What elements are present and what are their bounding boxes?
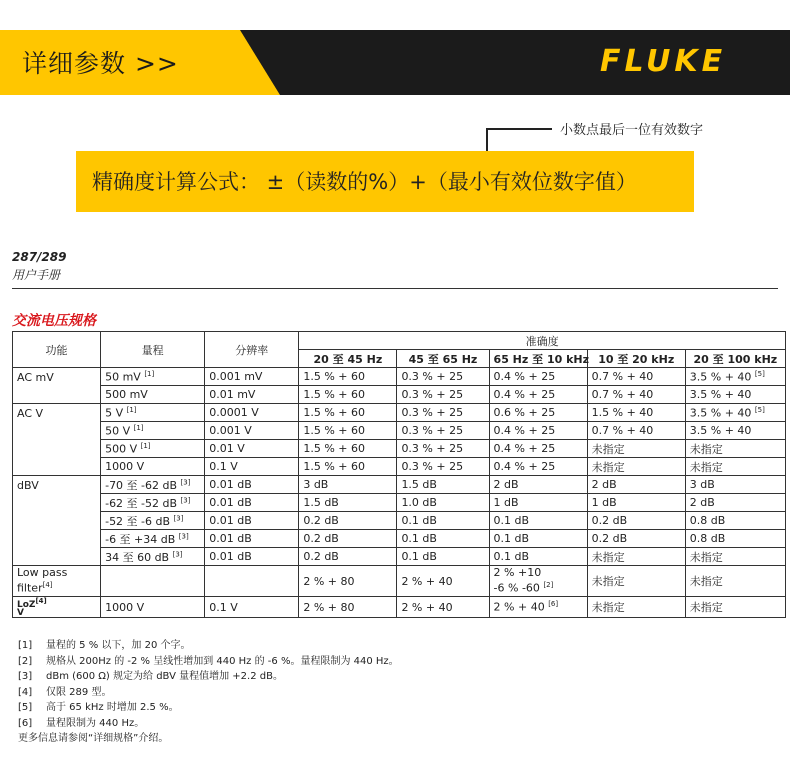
table-row [13,530,786,548]
accuracy-value: 1 dB [493,496,519,509]
cell-accuracy-2 [397,458,489,476]
loz-c3: 2 % + 40 [493,600,545,614]
divider [12,288,778,289]
cell-accuracy-4 [587,368,685,386]
page-title: 详细参数 >> [22,49,179,78]
cell-resolution: 0.01 dB [205,476,299,494]
table-row [13,476,786,494]
cell-accuracy-2 [397,494,489,512]
accuracy-value: 未指定 [689,460,723,474]
cell-accuracy-4: 未指定 [587,566,685,597]
accuracy-value: 3.5 % + 40 [689,406,752,420]
range-value: -62 至 -52 dB [105,496,178,510]
cell-accuracy-1 [299,476,397,494]
cell-accuracy-5 [685,512,785,530]
cell-accuracy-2 [397,530,489,548]
range-value: 500 V [105,442,138,456]
range-value: -52 至 -6 dB [105,514,171,528]
cell-accuracy-5 [685,476,785,494]
accuracy-value: 1 dB [591,496,617,509]
cell-accuracy-1 [299,386,397,404]
cell-accuracy-3 [489,458,587,476]
cell-accuracy-1: 2 % + 80 [299,597,397,618]
accuracy-value: 0.1 dB [401,514,437,527]
footnote-ref: [3] [172,549,183,558]
accuracy-value: 1.5 % + 60 [303,424,365,437]
cell-accuracy-5 [685,494,785,512]
cell-resolution: 0.01 mV [205,386,299,404]
range-value: 50 V [105,424,131,438]
cell-accuracy-5: 未指定 [685,597,785,618]
cell-accuracy-4 [587,494,685,512]
footnote-text: 高于 65 kHz 时增加 2.5 %。 [46,702,179,713]
header-accuracy: 准确度 [299,332,786,350]
header-freq-2: 45 至 65 Hz [397,350,489,368]
footnote-number: [2] [18,655,33,667]
accuracy-value: 0.4 % + 25 [493,460,556,473]
footnotes [18,638,399,747]
footnote-ref: [1] [140,441,151,450]
cell-accuracy-3 [489,494,587,512]
accuracy-value: 0.2 dB [591,532,628,545]
footnote-item [18,700,399,716]
cell-accuracy-2 [397,422,489,440]
cell-resolution: 0.001 mV [205,368,299,386]
lowpass-c3-line1: 2 % +10 [493,566,542,580]
ac-voltage-spec-table [12,331,786,618]
cell-accuracy-4 [587,476,685,494]
accuracy-value: 2 dB [689,496,715,509]
accuracy-value: 0.1 dB [493,532,530,545]
accuracy-value: 1.5 % + 60 [303,406,365,419]
footnote-number: [4] [18,686,33,698]
cell-resolution: 0.01 V [205,440,299,458]
cell-accuracy-1 [299,440,397,458]
cell-accuracy-1 [299,494,397,512]
cell-accuracy-4 [587,530,685,548]
table-row [13,494,786,512]
brand-name: FLUKE [600,44,727,79]
lowpass-c3-line2: -6 % -60 [493,581,540,595]
table-row [13,512,786,530]
cell-range: 1000 V [101,597,205,618]
accuracy-value: 0.4 % + 25 [493,388,556,401]
accuracy-value: 1.5 % + 60 [303,460,365,473]
accuracy-value: 0.2 dB [303,550,339,563]
table-row [13,386,786,404]
cell-range [101,368,205,386]
cell-accuracy-5 [685,458,785,476]
footnote-number: [3] [18,671,33,682]
accuracy-value: 未指定 [689,442,723,456]
cell-accuracy-3 [489,422,587,440]
cell-accuracy-3 [489,440,587,458]
cell-accuracy-5 [685,548,785,566]
fluke-logo [600,44,726,80]
footnote-item [18,685,399,701]
header-resolution: 分辨率 [205,332,299,368]
cell-range [101,566,205,597]
cell-accuracy-2 [397,476,489,494]
cell-resolution: 0.001 V [205,422,299,440]
table-row [13,404,786,422]
cell-accuracy-2: 2 % + 40 [397,566,489,597]
accuracy-value: 0.3 % + 25 [401,442,464,455]
accuracy-formula: 精确度计算公式： ±（读数的%）+（最小有效位数字值） [92,170,637,194]
cell-accuracy-1 [299,422,397,440]
manual-subtitle: 用户手册 [12,268,61,282]
footnote-ref: [1] [126,405,137,414]
accuracy-value: 0.3 % + 25 [401,424,464,437]
cell-accuracy-1 [299,458,397,476]
accuracy-value: 0.3 % + 25 [401,388,464,401]
cell-accuracy-2 [397,368,489,386]
accuracy-value: 0.7 % + 40 [591,388,654,401]
table-row [13,440,786,458]
page-header [0,30,790,95]
table-row [13,368,786,386]
cell-resolution: 0.0001 V [205,404,299,422]
footnote-text: 量程限制为 440 Hz。 [46,717,145,729]
footnote-item [18,638,399,654]
footnote-ref: [5] [754,369,765,378]
cell-accuracy-3 [489,548,587,566]
cell-accuracy-3 [489,566,587,597]
cell-accuracy-5: 未指定 [685,566,785,597]
cell-range [101,494,205,512]
footnote-number: [6] [18,717,33,729]
accuracy-value: 3 dB [689,478,715,491]
accuracy-value: 0.1 dB [493,550,530,563]
cell-function: dBV [13,476,101,566]
table-row [13,458,786,476]
lowpass-label-line1: Low pass [17,566,68,580]
cell-accuracy-5 [685,404,785,422]
range-value: 1000 V [105,460,145,473]
cell-accuracy-3 [489,476,587,494]
footnote-text: dBm (600 Ω) 规定为给 dBV 量程值增加 +2.2 dB。 [46,671,283,682]
cell-accuracy-5 [685,530,785,548]
accuracy-value: 2 dB [591,478,617,491]
section-title: 交流电压规格 [12,313,96,329]
range-value: -6 至 +34 dB [105,532,176,546]
header-freq-1: 20 至 45 Hz [299,350,397,368]
header-freq-5: 20 至 100 kHz [685,350,785,368]
accuracy-value: 1.5 % + 60 [303,370,365,383]
footnote-text: 仅限 289 型。 [46,686,112,698]
header-range: 量程 [101,332,205,368]
accuracy-value: 3.5 % + 40 [689,370,752,384]
cell-range [101,386,205,404]
lowpass-label-line2: filter [17,581,43,595]
cell-range [101,548,205,566]
cell-accuracy-4 [587,422,685,440]
accuracy-value: 未指定 [591,550,625,564]
cell-accuracy-3 [489,368,587,386]
callout-line [486,128,552,130]
table-row [13,548,786,566]
accuracy-value: 3 dB [303,478,329,491]
footnote-item [18,669,399,685]
footnote-ref: [2] [543,581,554,590]
cell-accuracy-1 [299,548,397,566]
header-freq-3: 65 Hz 至 10 kHz [489,350,587,368]
table-row [13,422,786,440]
cell-accuracy-4 [587,458,685,476]
cell-function [13,597,101,618]
table-row-lowpass [13,566,786,597]
cell-function: AC mV [13,368,101,404]
accuracy-value: 2 dB [493,478,519,491]
accuracy-value: 1.5 % + 60 [303,442,365,455]
accuracy-value: 1.5 % + 40 [591,406,654,419]
footnote-item [18,716,399,732]
loz-label: LoZ [17,600,36,610]
cell-accuracy-1: 2 % + 80 [299,566,397,597]
cell-range [101,512,205,530]
cell-accuracy-3 [489,404,587,422]
accuracy-value: 0.3 % + 25 [401,370,464,383]
cell-accuracy-3 [489,386,587,404]
cell-resolution: 0.01 dB [205,548,299,566]
cell-accuracy-2 [397,440,489,458]
footnote-number: [1] [18,640,33,651]
range-value: 5 V [105,406,124,420]
accuracy-value: 0.4 % + 25 [493,424,556,437]
cell-range [101,404,205,422]
footnote-text: 量程的 5 % 以下，加 20 个字。 [46,640,191,651]
accuracy-value: 未指定 [689,550,723,564]
cell-function [13,566,101,597]
footnote-text: 规格从 200Hz 的 -2 % 呈线性增加到 440 Hz 的 -6 %。量程限制为 440 Hz。 [46,655,399,667]
accuracy-value: 1.5 % + 60 [303,388,365,401]
footnote-ref: [1] [133,423,144,432]
accuracy-value: 0.6 % + 25 [493,406,556,419]
cell-accuracy-5 [685,422,785,440]
footnote-item [18,654,399,670]
cell-accuracy-3 [489,597,587,618]
model-number: 287/289 [12,250,67,264]
accuracy-value: 0.7 % + 40 [591,424,654,437]
cell-accuracy-4 [587,512,685,530]
cell-accuracy-5 [685,440,785,458]
accuracy-value: 未指定 [591,460,625,474]
accuracy-value: 0.8 dB [689,514,726,527]
footnote-ref: [6] [548,600,559,609]
cell-range [101,476,205,494]
cell-resolution: 0.01 dB [205,530,299,548]
cell-range [101,440,205,458]
cell-accuracy-2 [397,512,489,530]
footnote-ref: [5] [754,405,765,414]
accuracy-value: 0.4 % + 25 [493,442,556,455]
accuracy-value: 0.8 dB [689,532,726,545]
table-row-loz [13,597,786,618]
footnote-ref: [1] [144,369,155,378]
footnote-ref: [3] [178,531,189,540]
range-value: -70 至 -62 dB [105,478,178,492]
table-body [13,368,786,618]
accuracy-value: 1.0 dB [401,496,437,509]
cell-accuracy-5 [685,368,785,386]
cell-accuracy-4 [587,548,685,566]
accuracy-value: 1.5 dB [303,496,339,509]
loz-v-label: V [17,608,24,618]
cell-range [101,422,205,440]
header-function: 功能 [13,332,101,368]
cell-resolution: 0.1 V [205,458,299,476]
footnote-ref: [4] [42,581,53,590]
accuracy-value: 0.2 dB [591,514,628,527]
accuracy-value: 0.1 dB [493,514,530,527]
cell-accuracy-4: 未指定 [587,597,685,618]
range-value: 500 mV [105,388,148,401]
callout-label: 小数点最后一位有效数字 [560,123,704,138]
range-value: 50 mV [105,370,141,384]
accuracy-value: 0.1 dB [401,532,437,545]
accuracy-value: 0.3 % + 25 [401,460,464,473]
cell-accuracy-3 [489,530,587,548]
footnote-ref: [4] [35,597,47,605]
cell-accuracy-4 [587,440,685,458]
cell-accuracy-3 [489,512,587,530]
cell-accuracy-1 [299,404,397,422]
cell-accuracy-4 [587,404,685,422]
cell-accuracy-5 [685,386,785,404]
cell-accuracy-2 [397,404,489,422]
cell-resolution [205,566,299,597]
cell-range [101,530,205,548]
range-value: 34 至 60 dB [105,550,170,564]
footnote-ref: [3] [180,495,191,504]
cell-resolution: 0.01 dB [205,494,299,512]
header-freq-4: 10 至 20 kHz [587,350,685,368]
cell-accuracy-4 [587,386,685,404]
accuracy-value: 0.2 dB [303,532,339,545]
cell-resolution: 0.01 dB [205,512,299,530]
cell-resolution: 0.1 V [205,597,299,618]
accuracy-value: 0.4 % + 25 [493,370,556,383]
formula-box [76,151,694,212]
accuracy-value: 3.5 % + 40 [689,388,752,401]
accuracy-value: 3.5 % + 40 [689,424,752,437]
cell-accuracy-2 [397,548,489,566]
footnote-number: [5] [18,702,33,713]
cell-range [101,458,205,476]
footnote-ref: [3] [173,513,184,522]
accuracy-value: 未指定 [591,442,625,456]
cell-accuracy-1 [299,512,397,530]
cell-function: AC V [13,404,101,476]
footnote-ref: [3] [180,477,191,486]
cell-accuracy-2: 2 % + 40 [397,597,489,618]
accuracy-value: 0.3 % + 25 [401,406,464,419]
footer-note: 更多信息请参阅“详细规格”介绍。 [18,733,169,744]
cell-accuracy-1 [299,530,397,548]
accuracy-value: 0.1 dB [401,550,437,563]
cell-accuracy-2 [397,386,489,404]
accuracy-value: 0.2 dB [303,514,339,527]
accuracy-value: 0.7 % + 40 [591,370,654,383]
accuracy-value: 1.5 dB [401,478,437,491]
cell-accuracy-1 [299,368,397,386]
